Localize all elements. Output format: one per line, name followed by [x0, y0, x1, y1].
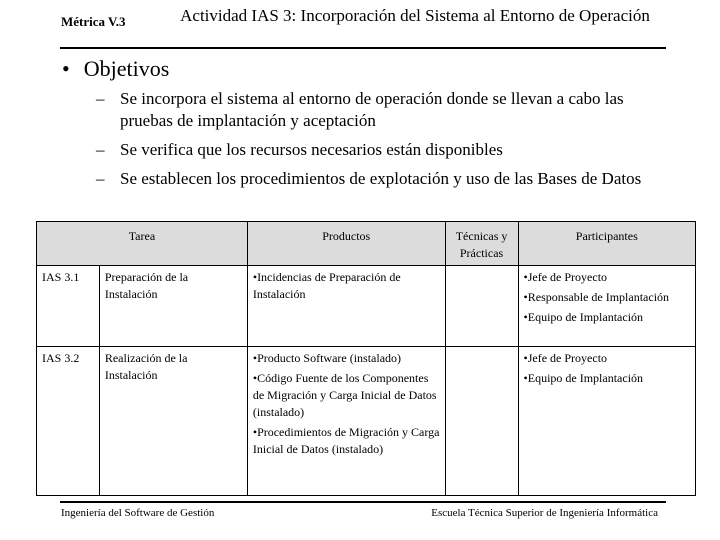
dash-icon: –	[96, 169, 105, 188]
participant-item: • Responsable de Implantación	[524, 289, 690, 306]
page-title: Actividad IAS 3: Incorporación del Sistema al Entorno de Operación	[180, 6, 650, 25]
table-row	[37, 347, 696, 496]
header-participantes: Participantes	[518, 222, 695, 266]
dash-icon: –	[96, 140, 105, 159]
objetivos-label: Objetivos	[83, 56, 170, 81]
task-participants	[518, 347, 695, 496]
header-productos: Productos	[247, 222, 445, 266]
product-item: • Código Fuente de los Componentes de Migración y Carga Inicial de Datos (instalado)	[253, 370, 440, 421]
bullet-icon: •	[62, 56, 70, 81]
objetivos-list	[96, 88, 676, 197]
task-products	[247, 266, 445, 347]
title-divider	[60, 47, 666, 49]
table-header-row	[37, 222, 696, 266]
product-item: • Producto Software (instalado)	[253, 350, 440, 367]
dash-icon: –	[96, 89, 105, 108]
task-id: IAS 3.1	[37, 266, 100, 347]
table-row	[37, 266, 696, 347]
activity-table	[36, 221, 696, 496]
task-id: IAS 3.2	[37, 347, 100, 496]
task-name: Realización de la Instalación	[99, 347, 247, 496]
footer-right-text: Escuela Técnica Superior de Ingeniería Informática	[431, 507, 658, 519]
task-techniques	[445, 266, 518, 347]
product-item: • Procedimientos de Migración y Carga Inicial de Datos (instalado)	[253, 424, 440, 458]
objetivos-heading	[62, 55, 169, 83]
list-item	[96, 168, 676, 190]
task-name: Preparación de la Instalación	[99, 266, 247, 347]
footer-divider	[60, 501, 666, 503]
participant-item: • Equipo de Implantación	[524, 370, 690, 387]
task-techniques	[445, 347, 518, 496]
header-tecnicas: Técnicas y Prácticas	[445, 222, 518, 266]
product-item: • Incidencias de Preparación de Instalación	[253, 269, 440, 303]
footer-left-text: Ingeniería del Software de Gestión	[61, 507, 215, 519]
objetivo-text: Se incorpora el sistema al entorno de operación donde se llevan a cabo las pruebas de implantación y aceptación	[120, 89, 624, 130]
participant-item: • Jefe de Proyecto	[524, 350, 690, 367]
header-tarea: Tarea	[37, 222, 248, 266]
participant-item: • Jefe de Proyecto	[524, 269, 690, 286]
objetivo-text: Se establecen los procedimientos de explotación y uso de las Bases de Datos	[120, 169, 642, 188]
participant-item: • Equipo de Implantación	[524, 309, 690, 326]
list-item	[96, 88, 676, 132]
objetivo-text: Se verifica que los recursos necesarios están disponibles	[120, 140, 503, 159]
list-item	[96, 139, 676, 161]
task-participants	[518, 266, 695, 347]
metrica-label: Métrica V.3	[61, 14, 126, 29]
task-products	[247, 347, 445, 496]
